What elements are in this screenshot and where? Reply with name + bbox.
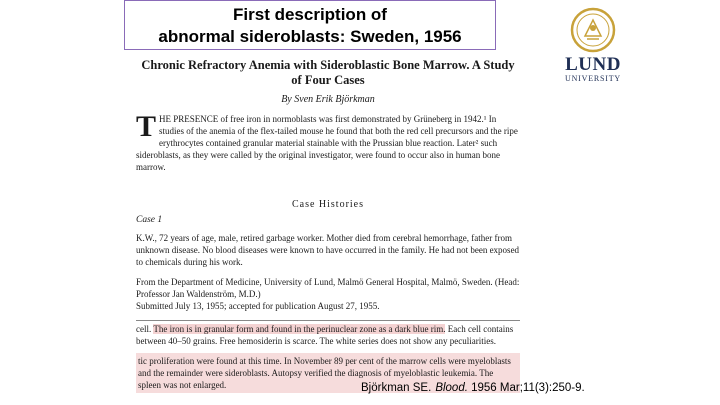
case-histories-heading: Case Histories xyxy=(291,199,365,210)
citation-details: 1956 Mar;11(3):250-9. xyxy=(471,382,585,394)
divider xyxy=(136,320,520,321)
lund-university-logo xyxy=(548,6,638,92)
paper-excerpt xyxy=(136,58,520,393)
citation-journal: Blood. xyxy=(435,382,468,394)
highlighted-passage-1: cell. The iron is in granular form and found in the perinuclear zone as a dark blue rim. Each cell contains between 40–50 grains. Free hemosiderin is scarce. The white series does not show any peculiarities. xyxy=(136,324,514,346)
paper-title: Chronic Refractory Anemia with Sideroblastic Bone Marrow. A Study of Four Cases xyxy=(141,58,515,87)
iron-highlight: The iron is in granular form and found in the perinuclear zone as a dark blue rim. xyxy=(153,324,446,334)
citation-authors: Björkman SE. xyxy=(361,382,432,394)
case-label: Case 1 xyxy=(136,215,163,225)
citation xyxy=(361,382,585,394)
department-line: From the Department of Medicine, University of Lund, Malmö General Hospital, Malmö, Sweden. (Head: Professor Jan Waldenström, M.D.) xyxy=(136,277,520,299)
submission-line: Submitted July 13, 1955; accepted for publication August 27, 1955. xyxy=(136,301,380,311)
university-seal-icon xyxy=(570,6,616,54)
logo-name: LUND xyxy=(565,54,621,75)
slide-title-line2: abnormal sideroblasts: Sweden, 1956 xyxy=(158,27,462,46)
case-text: K.W., 72 years of age, male, retired garbage worker. Mother died from cerebral hemorrhage, father from unknown disease. No blood diseases were known to have occurred in the family. He had not been exposed to chemicals during his work. xyxy=(136,233,520,267)
intro-text: HE PRESENCE of free iron in normoblasts was first demonstrated by Grüneberg in 1942.¹ In studies of the anemia of the flex-tailed mouse he found that both the red cell precursors and the ripe erythrocytes contained granular material stainable with the Prussian blue reaction. Later² such sideroblasts, as they were called by the original investigator, were found to occur also in human bone marrow. xyxy=(136,114,518,172)
highlighted-passage-2: tic proliferation were found at this time. In November 89 per cent of the marrow cells were myeloblasts and the remainder were sideroblasts. Autopsy verified the diagnosis of myeloblastic leukemia. The spleen was not enlarged. xyxy=(136,353,520,393)
slide-title-line1: First description of xyxy=(233,5,387,24)
slide-title-box xyxy=(124,0,496,50)
paper-intro xyxy=(136,113,520,197)
paper-author: By Sven Erik Björkman xyxy=(281,94,375,105)
drop-cap: T xyxy=(136,113,157,143)
logo-subtitle: UNIVERSITY xyxy=(565,74,621,83)
department-note xyxy=(136,276,520,312)
